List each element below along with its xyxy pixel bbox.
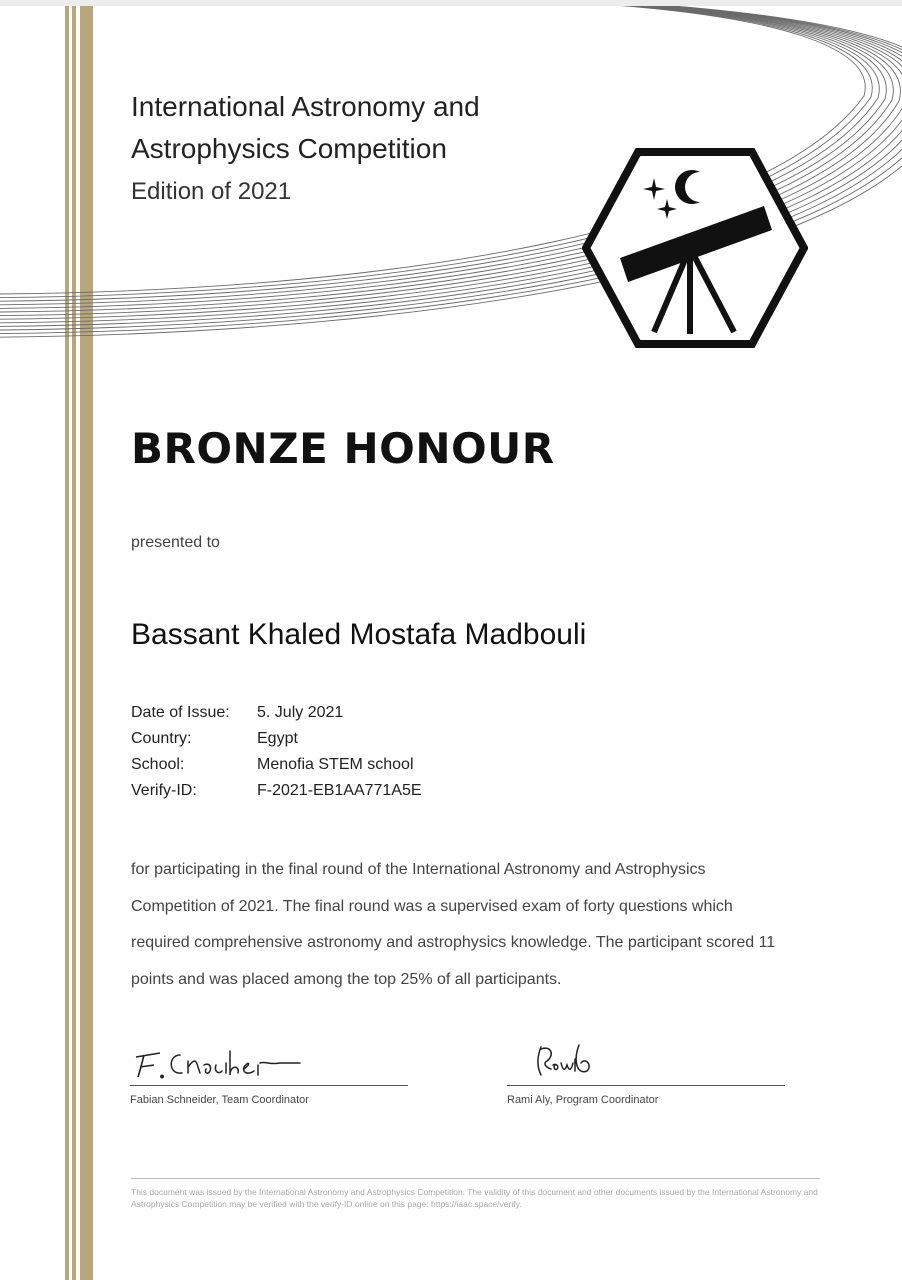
details-table [131,700,422,804]
detail-label: Country: [131,730,192,747]
edition-label: Edition of 2021 [131,178,292,205]
telescope-hexagon-icon [582,148,808,348]
competition-header [131,86,480,211]
detail-value: 5. July 2021 [257,704,344,721]
handwritten-signature-right [507,1041,687,1081]
detail-row [131,726,422,752]
detail-label: School: [131,756,185,773]
footer-divider [131,1178,820,1179]
recipient-name: Bassant Khaled Mostafa Madbouli [131,618,587,651]
presented-to-label: presented to [131,534,220,551]
award-description: for participating in the final round of the International Astronomy and Astrophysics Competition of 2021. The final round was a supervised exam of forty questions which required comprehensive astronomy and astrophysics knowledge. The participant scored 11 points and was placed among the top 25% of all participants. [131,861,776,988]
signature-caption: Rami Aly, Program Coordinator [507,1094,659,1106]
detail-label: Date of Issue: [131,704,230,721]
detail-value: Egypt [257,730,298,747]
signature-line [507,1085,785,1086]
footer-disclaimer: This document was issued by the International Astronomy and Astrophysics Competition. The validity of this document and other documents issued by the International Astronomy and Astrophysics Competition may be verified with the verify-ID online on this page: https://iaac.space/verify. [131,1187,818,1209]
signature-caption: Fabian Schneider, Team Coordinator [130,1094,309,1106]
competition-name-line2: Astrophysics Competition [131,133,447,164]
detail-value: F-2021-EB1AA771A5E [257,782,422,799]
detail-row [131,778,422,804]
detail-row [131,700,422,726]
detail-row [131,752,422,778]
certificate-page [0,6,902,1280]
signature-block-left [130,1041,408,1106]
detail-label: Verify-ID: [131,782,197,799]
award-title: BRONZE HONOUR [131,424,555,473]
competition-name-line1: International Astronomy and [131,91,480,122]
detail-value: Menofia STEM school [257,756,414,773]
handwritten-signature-left [130,1041,310,1081]
signature-line [130,1085,408,1086]
signature-block-right [507,1041,785,1106]
